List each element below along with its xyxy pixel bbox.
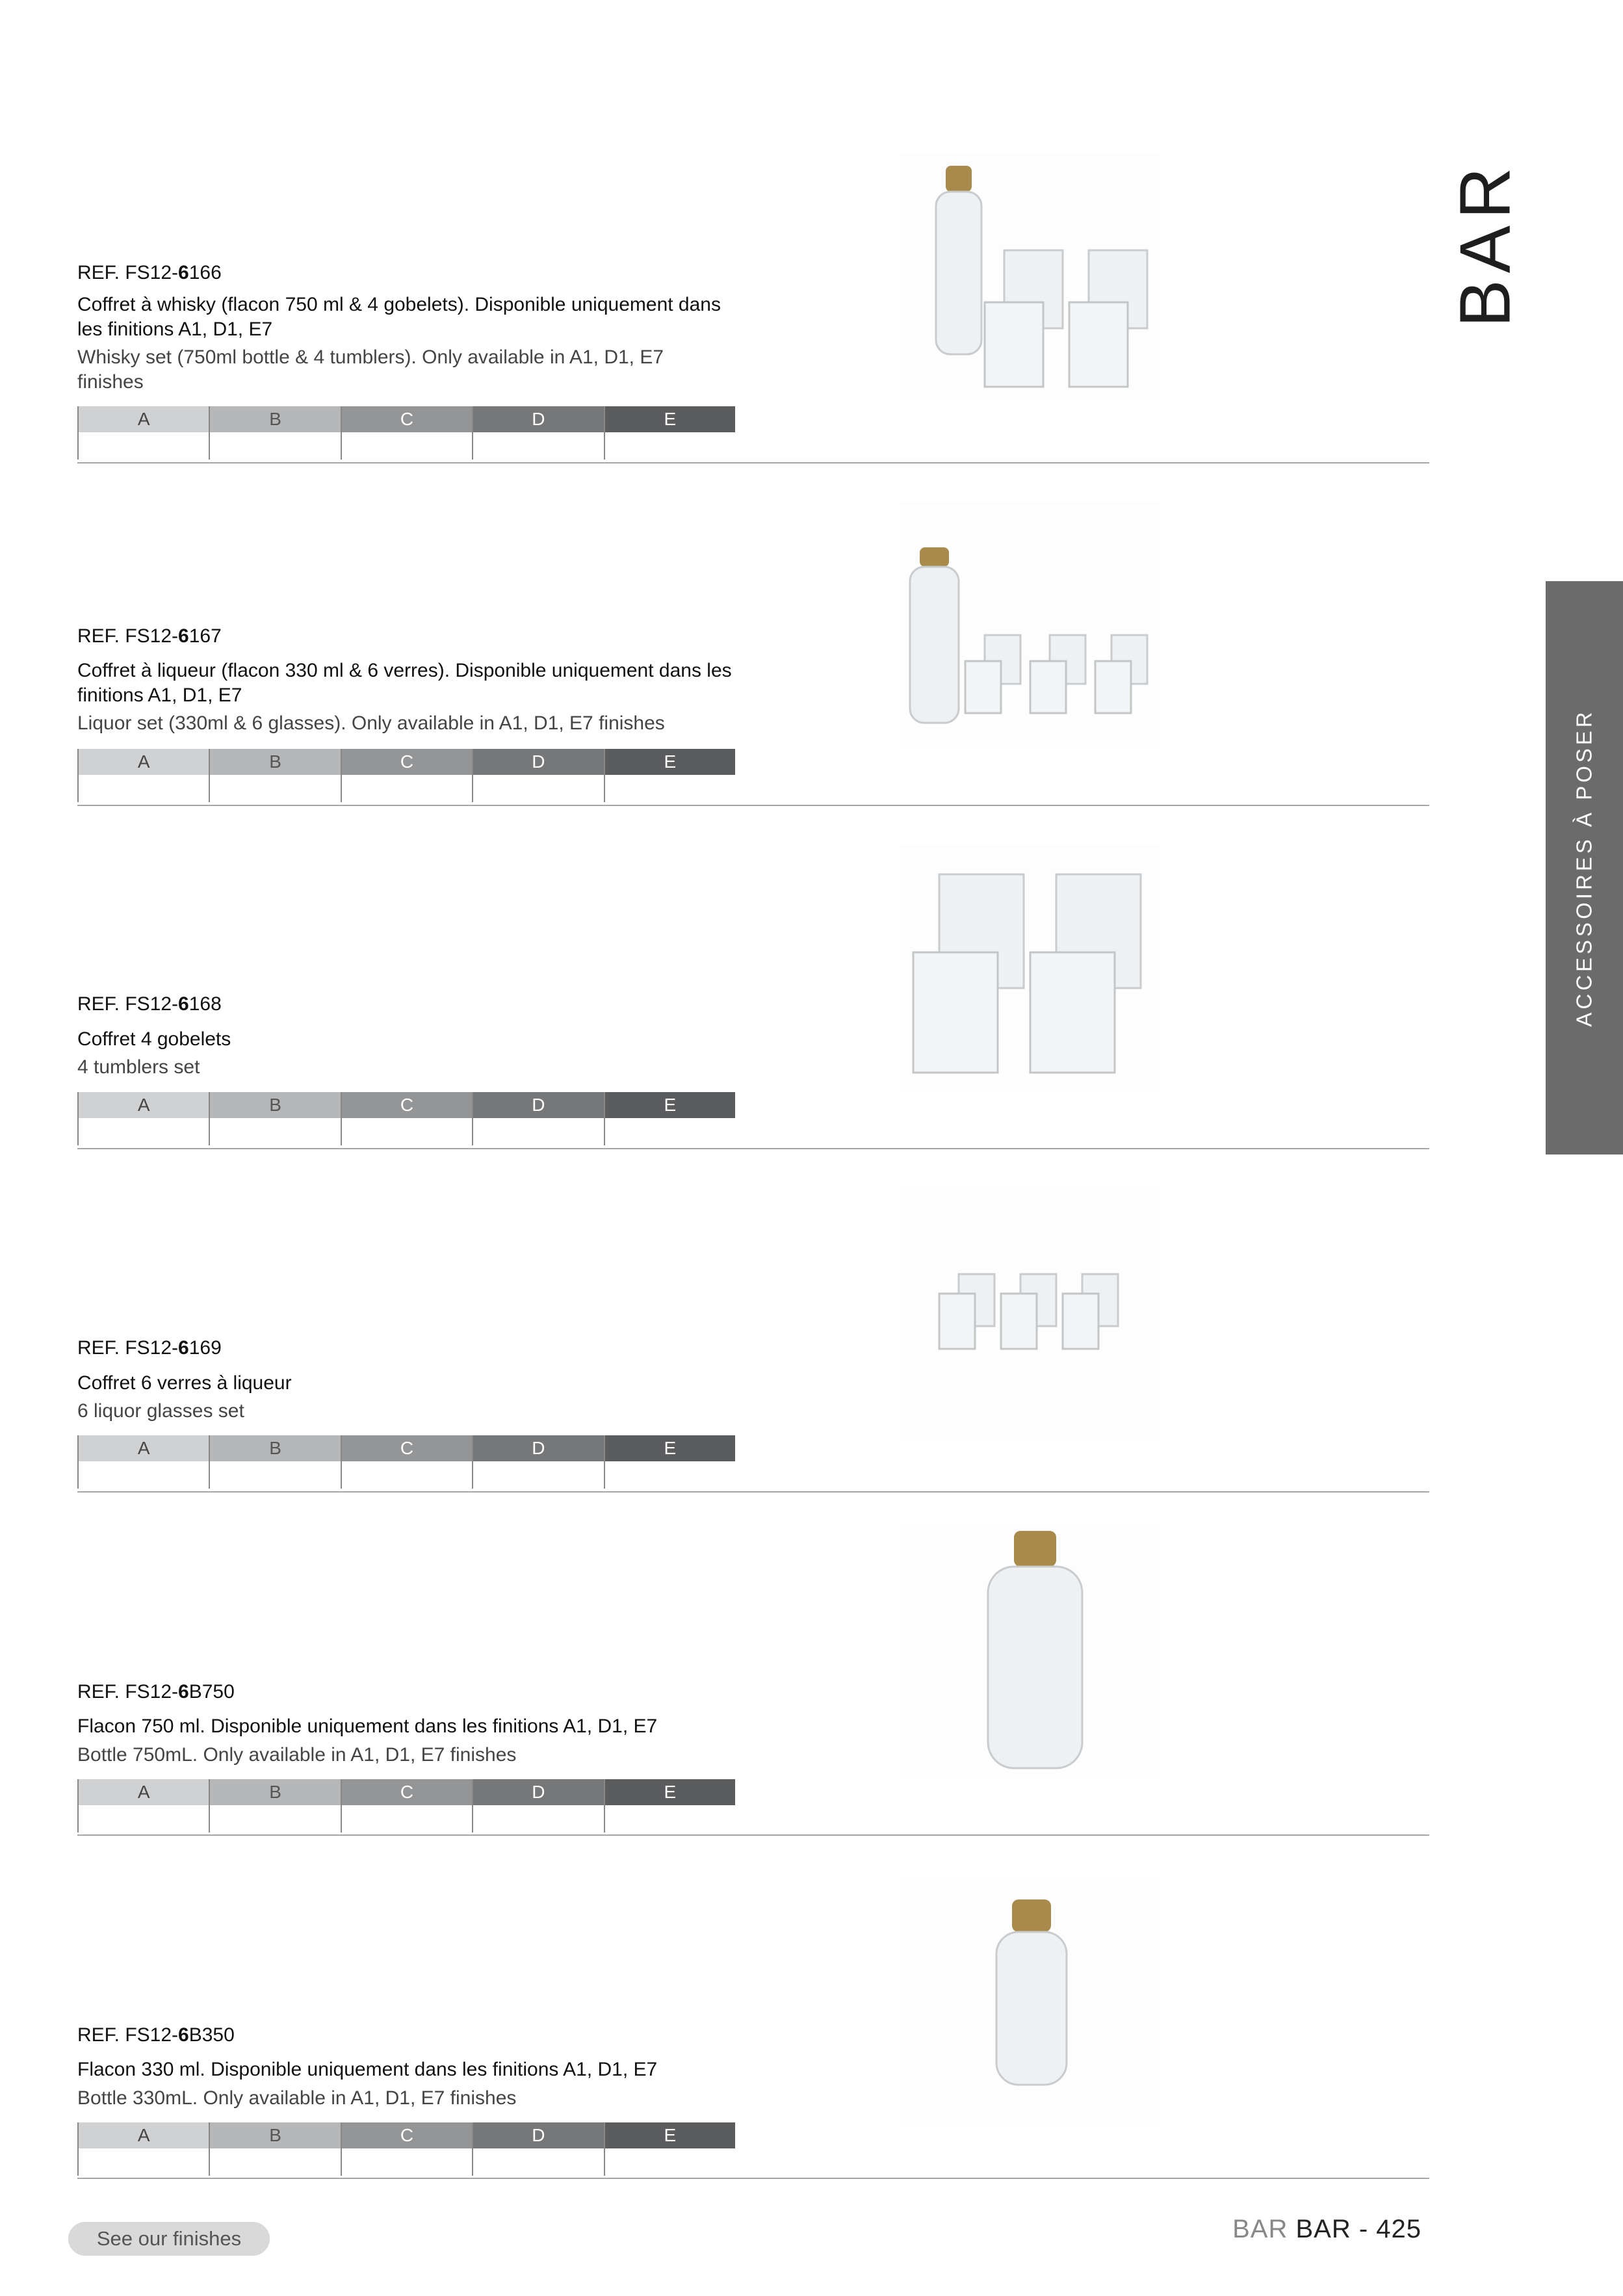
finish-header-c: C — [342, 1435, 472, 1461]
finish-cell — [342, 1461, 472, 1489]
finish-cell — [79, 1805, 209, 1833]
tumblers-set-image — [900, 845, 1160, 1092]
finish-cell — [210, 775, 340, 802]
finish-table — [77, 1435, 735, 1489]
finish-header-d: D — [473, 2122, 603, 2148]
finish-table — [77, 2122, 735, 2176]
finish-header-e: E — [605, 1779, 735, 1805]
divider — [77, 805, 1429, 806]
finish-header-b: B — [210, 1092, 340, 1118]
product-photo-bottle-330 — [900, 1879, 1160, 2126]
finish-header-e: E — [605, 1092, 735, 1118]
finish-header-b: B — [210, 2122, 340, 2148]
product-photo-tumblers-set — [900, 845, 1160, 1092]
finish-cell — [605, 2148, 735, 2176]
finish-header-a: A — [79, 1092, 209, 1118]
finish-table — [77, 749, 735, 802]
page-footer — [1232, 2215, 1422, 2244]
divider — [77, 1834, 1429, 1836]
finish-header-a: A — [79, 1435, 209, 1461]
finish-cell — [473, 1118, 603, 1145]
finish-cell — [605, 775, 735, 802]
liquor-glasses-image — [900, 1190, 1160, 1437]
bottle-750-image — [900, 1528, 1160, 1775]
finish-header-b: B — [210, 749, 340, 775]
finish-cell — [79, 432, 209, 460]
product-description-en: Whisky set (750ml bottle & 4 tumblers). Only available in A1, D1, E7 finishes — [77, 346, 664, 393]
product-photo-liquor-set — [900, 502, 1160, 749]
finish-cell — [473, 775, 603, 802]
finish-header-b: B — [210, 1435, 340, 1461]
finish-cell — [342, 1805, 472, 1833]
finish-cell — [210, 432, 340, 460]
finish-header-c: C — [342, 1092, 472, 1118]
product-description-en: Bottle 330mL. Only available in A1, D1, E7 finishes — [77, 2087, 517, 2109]
finish-cell — [210, 1118, 340, 1145]
finish-cell — [210, 2148, 340, 2176]
finish-cell — [473, 432, 603, 460]
product-ref: REF. FS12-6B750 — [77, 1681, 235, 1702]
finish-header-c: C — [342, 1779, 472, 1805]
finish-table — [77, 1092, 735, 1145]
product-description-fr: Coffret 6 verres à liqueur — [77, 1372, 292, 1394]
finish-header-e: E — [605, 406, 735, 432]
finish-header-c: C — [342, 406, 472, 432]
bottle-330-image — [900, 1879, 1160, 2126]
page-number: - 425 — [1358, 2215, 1422, 2243]
footer-section-dark: BAR — [1295, 2215, 1351, 2243]
finish-header-e: E — [605, 2122, 735, 2148]
product-description-fr: Flacon 750 ml. Disponible uniquement dans les finitions A1, D1, E7 — [77, 1715, 658, 1737]
product-description-en: Bottle 750mL. Only available in A1, D1, E7 finishes — [77, 1744, 517, 1766]
product-ref: REF. FS12-6168 — [77, 993, 222, 1015]
product-ref: REF. FS12-6169 — [77, 1337, 222, 1359]
finish-cell — [605, 432, 735, 460]
product-ref: REF. FS12-6166 — [77, 262, 222, 283]
product-ref: REF. FS12-6B350 — [77, 2024, 235, 2046]
section-title: BAR — [1445, 160, 1526, 328]
finish-cell — [79, 1461, 209, 1489]
product-photo-liquor-glasses-set — [900, 1190, 1160, 1437]
finish-header-d: D — [473, 1779, 603, 1805]
finish-cell — [342, 2148, 472, 2176]
finish-header-d: D — [473, 406, 603, 432]
finish-header-a: A — [79, 1779, 209, 1805]
product-photo-bottle-750 — [900, 1528, 1160, 1775]
finish-header-d: D — [473, 749, 603, 775]
finish-cell — [605, 1118, 735, 1145]
footer-section-light: BAR — [1232, 2215, 1288, 2243]
product-ref: REF. FS12-6167 — [77, 625, 222, 647]
finish-table — [77, 1779, 735, 1833]
finish-cell — [210, 1805, 340, 1833]
finish-cell — [605, 1805, 735, 1833]
product-description-en: 6 liquor glasses set — [77, 1400, 244, 1422]
finish-header-b: B — [210, 1779, 340, 1805]
finish-cell — [342, 432, 472, 460]
finish-table — [77, 406, 735, 460]
divider — [77, 462, 1429, 463]
finish-cell — [342, 775, 472, 802]
product-description-fr: Coffret à whisky (flacon 750 ml & 4 gobelets). Disponible uniquement dans les finitions A1, D1, E7 — [77, 294, 721, 340]
whisky-set-image — [900, 153, 1160, 400]
product-photo-whisky-set — [900, 153, 1160, 400]
finish-header-c: C — [342, 749, 472, 775]
finish-header-a: A — [79, 749, 209, 775]
finish-cell — [342, 1118, 472, 1145]
product-description-en: 4 tumblers set — [77, 1056, 200, 1078]
divider — [77, 2178, 1429, 2179]
finish-cell — [473, 1461, 603, 1489]
divider — [77, 1491, 1429, 1493]
finish-header-c: C — [342, 2122, 472, 2148]
finish-cell — [473, 1805, 603, 1833]
finish-cell — [79, 2148, 209, 2176]
finish-header-d: D — [473, 1092, 603, 1118]
finish-cell — [79, 1118, 209, 1145]
liquor-set-image — [900, 502, 1160, 749]
product-description-en: Liquor set (330ml & 6 glasses). Only available in A1, D1, E7 finishes — [77, 712, 665, 734]
finish-header-a: A — [79, 2122, 209, 2148]
product-description-fr: Coffret 4 gobelets — [77, 1028, 231, 1050]
finish-cell — [210, 1461, 340, 1489]
finish-header-e: E — [605, 1435, 735, 1461]
finish-header-d: D — [473, 1435, 603, 1461]
finish-header-e: E — [605, 749, 735, 775]
product-description-fr: Flacon 330 ml. Disponible uniquement dans les finitions A1, D1, E7 — [77, 2059, 658, 2080]
divider — [77, 1148, 1429, 1149]
finish-header-a: A — [79, 406, 209, 432]
finish-cell — [79, 775, 209, 802]
product-description-fr: Coffret à liqueur (flacon 330 ml & 6 verres). Disponible uniquement dans les finitions A1, D1, E7 — [77, 660, 732, 706]
finish-header-b: B — [210, 406, 340, 432]
finish-cell — [473, 2148, 603, 2176]
see-finishes-button[interactable]: See our finishes — [68, 2222, 270, 2256]
category-side-tab[interactable]: ACCESSOIRES À POSER — [1546, 581, 1623, 1155]
finish-cell — [605, 1461, 735, 1489]
